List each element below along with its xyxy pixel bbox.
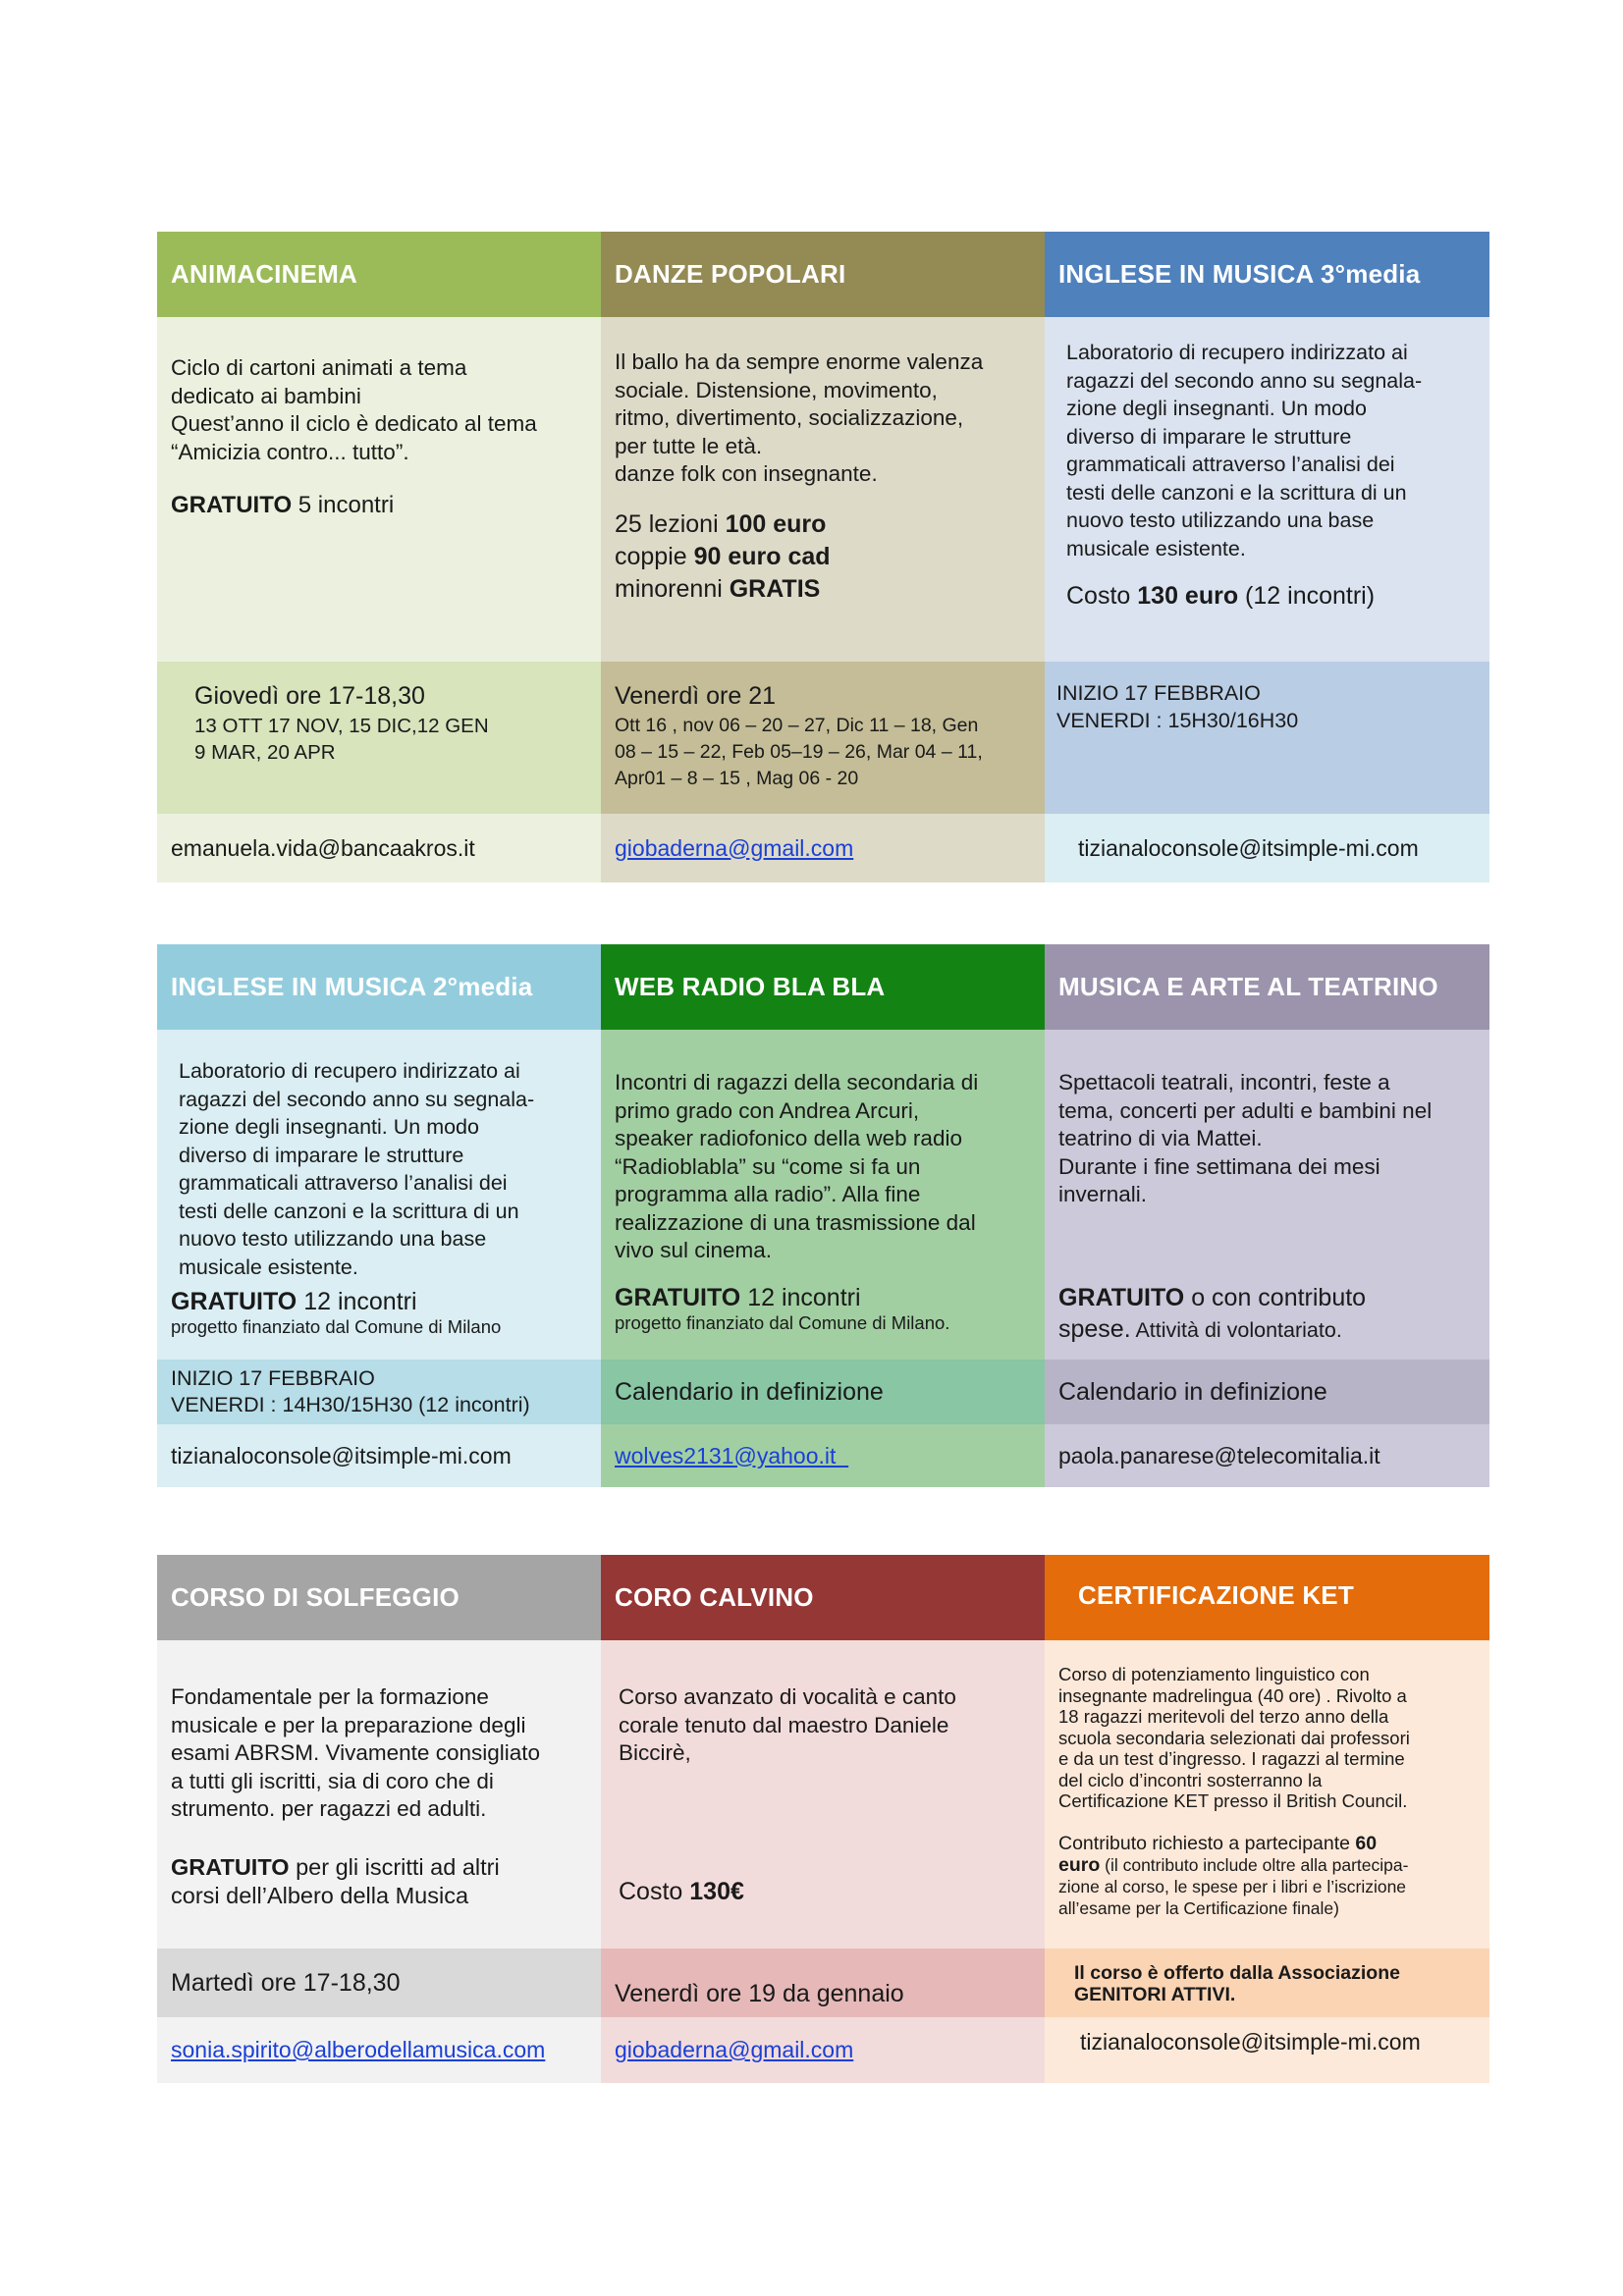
card-description: Fondamentale per la formazione musicale e per la preparazione degli esami ABRSM. Vivamente consigliato a tutti gli iscritti, sia di coro che di strumento. per ragazzi ed adulti.: [171, 1684, 541, 1821]
card-body-animacinema: [157, 317, 601, 662]
schedule-dates: Ott 16 , nov 06 – 20 – 27, Dic 11 – 18, Gen 08 – 15 – 22, Feb 05–19 – 26, Mar 04 – 11, Apr01 – 8 – 15 , Mag 06 - 20: [615, 715, 983, 789]
row-3: [157, 1555, 1489, 2083]
card-price: GRATUITO 5 incontri: [171, 492, 395, 518]
contact-email[interactable]: tizianaloconsole@itsimple-mi.com: [171, 1442, 512, 1468]
contact-email[interactable]: tizianaloconsole@itsimple-mi.com: [1078, 834, 1419, 861]
schedule-dates: 13 OTT 17 NOV, 15 DIC,12 GEN 9 MAR, 20 APR: [194, 715, 489, 764]
contact-email-link[interactable]: sonia.spirito@alberodellamusica.com: [171, 2037, 546, 2062]
card-price: GRATUITO per gli iscritti ad altri corsi dell’Albero della Musica: [171, 1853, 500, 1908]
schedule-main: Giovedì ore 17-18,30: [194, 682, 425, 710]
contact-email[interactable]: emanuela.vida@bancaakros.it: [171, 834, 475, 861]
card-schedule-danze-popolari: [601, 662, 1045, 814]
card-price: Costo 130€: [619, 1877, 744, 1905]
card-contact-coro-calvino: [601, 2017, 1045, 2083]
contact-email[interactable]: paola.panarese@telecomitalia.it: [1058, 1442, 1380, 1468]
card-contact-ket: [1045, 2017, 1489, 2083]
card-header-coro-calvino: CORO CALVINO: [601, 1555, 1045, 1640]
card-price: 25 lezioni 100 euro coppie 90 euro cad minorenni GRATIS: [615, 509, 831, 603]
card-schedule-teatrino: [1045, 1360, 1489, 1424]
card-schedule-solfeggio: [157, 1949, 601, 2017]
card-header-inglese-3media: INGLESE IN MUSICA 3°media: [1045, 232, 1489, 317]
contact-email-link[interactable]: wolves2131@yahoo.it: [615, 1442, 849, 1468]
card-body-inglese-3media: [1045, 317, 1489, 662]
card-schedule-coro-calvino: [601, 1949, 1045, 2017]
contact-email[interactable]: tizianaloconsole@itsimple-mi.com: [1080, 2029, 1421, 2055]
card-funding-note: progetto finanziato dal Comune di Milano: [171, 1316, 502, 1337]
card-contact-web-radio: [601, 1424, 1045, 1487]
card-description: Corso avanzato di vocalità e canto corale tenuto dal maestro Daniele Biccirè,: [619, 1684, 956, 1765]
card-contact-inglese-3media: [1045, 814, 1489, 882]
card-body-coro-calvino: [601, 1640, 1045, 1949]
card-description: Ciclo di cartoni animati a tema dedicato ai bambini Quest’anno il ciclo è dedicato al tema “Amicizia contro... tutto”.: [171, 355, 537, 464]
card-description: Corso di potenziamento linguistico con insegnante madrelingua (40 ore) . Rivolto a 18 ragazzi meritevoli del terzo anno della scuola secondaria selezionati dai professori e da un test d’ingresso. I ragazzi al termine del ciclo d’incontri sosterranno la Certificazione KET presso il British Council.: [1058, 1664, 1410, 1811]
card-funding-note: progetto finanziato dal Comune di Milano.: [615, 1311, 950, 1333]
card-schedule-ket: [1045, 1949, 1489, 2017]
schedule-main: Venerdì ore 21: [615, 682, 777, 710]
row-1: [157, 232, 1489, 882]
contact-email-link[interactable]: giobaderna@gmail.com: [615, 2037, 854, 2062]
card-schedule-inglese-2media: [157, 1360, 601, 1424]
card-description: Laboratorio di recupero indirizzato ai ragazzi del secondo anno su segnala- zione degli insegnanti. Un modo diverso di imparare le strutture grammaticali attraverso l’analisi dei testi delle canzoni e la scrittura di un nuovo testo utilizzando una base musicale esistente.: [1066, 341, 1423, 561]
sponsor-line-1: Il corso è offerto dalla Associazione: [1074, 1962, 1400, 1984]
card-price: GRATUITO o con contributo spese. Attività di volontariato.: [1058, 1283, 1367, 1343]
row-2: [157, 944, 1489, 1487]
card-header-teatrino: MUSICA E ARTE AL TEATRINO: [1045, 944, 1489, 1030]
card-header-solfeggio: CORSO DI SOLFEGGIO: [157, 1555, 601, 1640]
card-header-danze-popolari: DANZE POPOLARI: [601, 232, 1045, 317]
card-header-animacinema: ANIMACINEMA: [157, 232, 601, 317]
card-header-inglese-2media: INGLESE IN MUSICA 2°media: [157, 944, 601, 1030]
schedule-main: Martedì ore 17-18,30: [171, 1968, 401, 1997]
card-price: Costo 130 euro (12 incontri): [1066, 582, 1376, 610]
sponsor-line-2: GENITORI ATTIVI.: [1074, 1984, 1236, 2005]
card-contact-animacinema: [157, 814, 601, 882]
card-description: Laboratorio di recupero indirizzato ai ragazzi del secondo anno su segnala- zione degli insegnanti. Un modo diverso di imparare le strutture grammaticali attraverso l’analisi dei testi delle canzoni e la scrittura di un nuovo testo utilizzando una base musicale esistente.: [179, 1059, 535, 1279]
schedule-start: INIZIO 17 FEBBRAIO: [1056, 681, 1261, 705]
card-description: Spettacoli teatrali, incontri, feste a tema, concerti per adulti e bambini nel teatrino di via Mattei. Durante i fine settimana dei mesi invernali.: [1058, 1070, 1433, 1206]
card-contact-teatrino: [1045, 1424, 1489, 1487]
schedule-main: Calendario in definizione: [1058, 1377, 1327, 1406]
card-body-danze-popolari: [601, 317, 1045, 662]
contact-email-link[interactable]: giobaderna@gmail.com: [615, 834, 854, 861]
card-contact-inglese-2media: [157, 1424, 601, 1487]
card-contact-danze-popolari: [601, 814, 1045, 882]
card-body-web-radio: [601, 1030, 1045, 1360]
schedule-main: Calendario in definizione: [615, 1377, 884, 1406]
card-body-teatrino: [1045, 1030, 1489, 1360]
card-schedule-web-radio: [601, 1360, 1045, 1424]
schedule-start: INIZIO 17 FEBBRAIO: [171, 1366, 375, 1390]
schedule-main: Venerdì ore 19 da gennaio: [615, 1980, 904, 2007]
schedule-day: VENERDI : 15H30/16H30: [1056, 709, 1299, 732]
card-header-ket: CERTIFICAZIONE KET: [1045, 1555, 1489, 1640]
card-body-solfeggio: [157, 1640, 601, 1949]
card-price: GRATUITO 12 incontri: [615, 1283, 861, 1311]
card-description: Il ballo ha da sempre enorme valenza sociale. Distensione, movimento, ritmo, divertimento, socializzazione, per tutte le età. danze folk con insegnante.: [615, 349, 984, 486]
card-header-web-radio: WEB RADIO BLA BLA: [601, 944, 1045, 1030]
card-price: GRATUITO 12 incontri: [171, 1288, 417, 1315]
card-body-inglese-2media: [157, 1030, 601, 1360]
card-contact-solfeggio: [157, 2017, 601, 2083]
card-description: Incontri di ragazzi della secondaria di primo grado con Andrea Arcuri, speaker radiofonico della web radio “Radioblabla” su “come si fa un programma alla radio”. Alla fine realizzazione di una trasmissione dal vivo sul cinema.: [615, 1070, 979, 1262]
card-schedule-animacinema: [157, 662, 601, 814]
card-contribution: Contributo richiesto a partecipante 60 euro (il contributo include oltre alla partecipa- zione al corso, le spese per i libri e l’iscrizione all’esame per la Certificazione finale): [1058, 1832, 1409, 1918]
card-schedule-inglese-3media: [1045, 662, 1489, 814]
card-body-ket: [1045, 1640, 1489, 1949]
schedule-day: VENERDI : 14H30/15H30 (12 incontri): [171, 1393, 530, 1416]
